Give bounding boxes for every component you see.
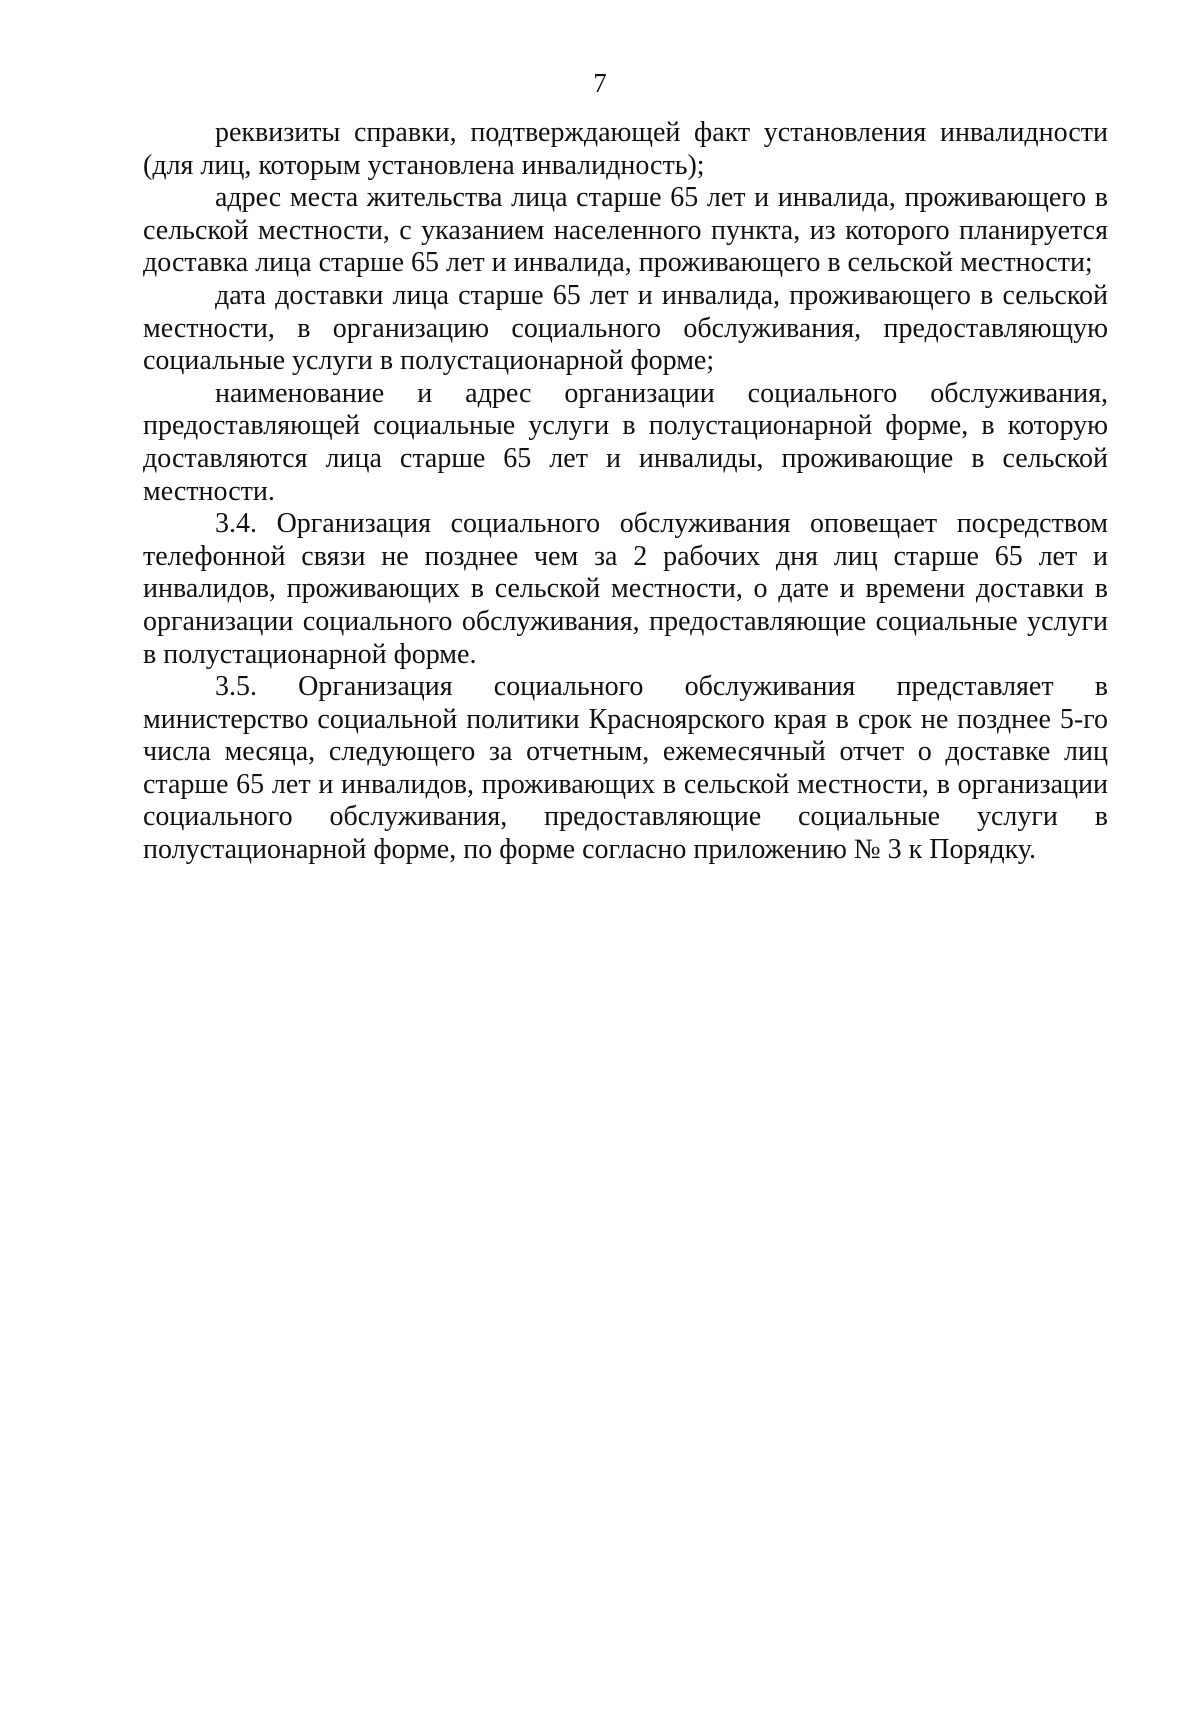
- paragraph-disability-certificate: реквизиты справки, подтверждающей факт установления инвалидности (для лиц, которым установлена инвалидность);: [143, 117, 1108, 181]
- page-number: 7: [593, 68, 607, 98]
- paragraph-clause-3-5: 3.5. Организация социального обслуживания представляет в министерство социальной политики Красноярского края в срок не позднее 5-го числа месяца, следующего за отчетным, ежемесячный отчет о доставке лиц старше 65 лет и инвалидов, проживающих в сельской местности, в организации социального обслуживания, предоставляющие социальные услуги в полустационарной форме, по форме согласно приложению № 3 к Порядку.: [143, 671, 1108, 866]
- document-body: [143, 117, 1108, 867]
- paragraph-organization-name-address: наименование и адрес организации социального обслуживания, предоставляющей социальные услуги в полустационарной форме, в которую доставляются лица старше 65 лет и инвалиды, проживающие в сельской местности.: [143, 377, 1108, 507]
- paragraph-residence-address: адрес места жительства лица старше 65 лет и инвалида, проживающего в сельской местности, с указанием населенного пункта, из которого планируется доставка лица старше 65 лет и инвалида, проживающего в сельской местности;: [143, 182, 1108, 279]
- paragraph-clause-3-4: 3.4. Организация социального обслуживания оповещает посредством телефонной связи не позднее чем за 2 рабочих дня лиц старше 65 лет и инвалидов, проживающих в сельской местности, о дате и времени доставки в организации социального обслуживания, предоставляющие социальные услуги в полустационарной форме.: [143, 508, 1108, 670]
- paragraph-delivery-date: дата доставки лица старше 65 лет и инвалида, проживающего в сельской местности, в организацию социального обслуживания, предоставляющую социальные услуги в полустационарной форме;: [143, 279, 1108, 377]
